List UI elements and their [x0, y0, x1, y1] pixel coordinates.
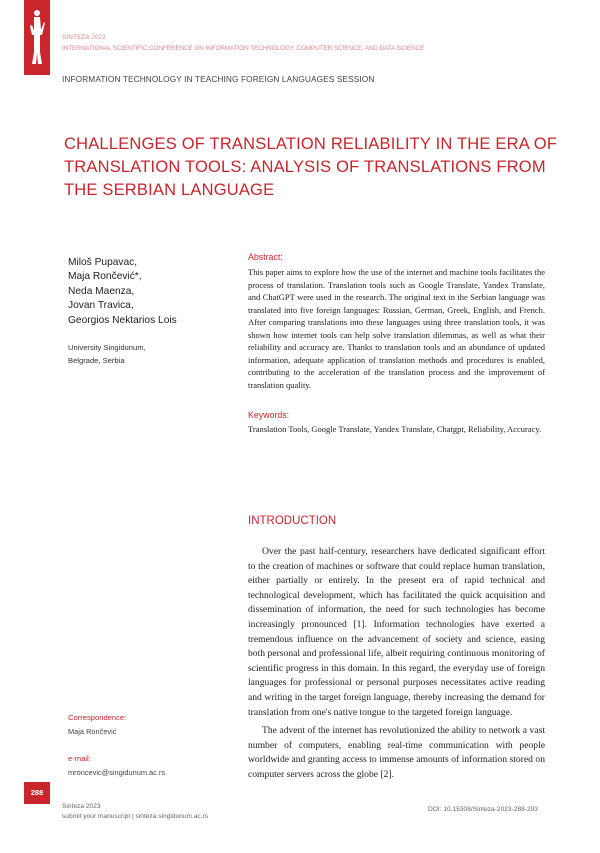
- author: Jovan Travica,: [68, 300, 134, 312]
- author: Neda Maenza,: [68, 285, 135, 297]
- paragraph: Over the past half-century, researchers have dedicated significant effort to the creation of machines or software that could replace human translation, either partially or entirely. In the present era of rapid technical and technological development, which has facilitated the quick acquisition and dissemination of information, the need for such technologies has become increasingly pronounced [1]. Information technologies have exerted a tremendous influence on the advancement of society and science, easing both personal and professional life, albeit requiring continuous monitoring of scientific progress in this domain. In this regard, the everyday use of foreign languages for professional or personal purposes necessitates active reading and writing in the target foreign language, thereby increasing the demand for translation from one's native tongue to the targeted foreign language.: [248, 546, 545, 718]
- keywords-label: Keywords:: [248, 410, 290, 420]
- author-list: [68, 256, 177, 328]
- affiliation-line: University Singidunum,: [68, 343, 146, 352]
- footer-journal: Sinteza 2023: [62, 803, 101, 810]
- title-line: TRANSLATION TOOLS: ANALYSIS OF TRANSLATIONS FROM: [64, 158, 546, 176]
- conference-short-name: SINTEZA 2023: [62, 34, 106, 41]
- title-line: CHALLENGES OF TRANSLATION RELIABILITY IN THE ERA OF: [64, 135, 558, 153]
- footer-left: [62, 802, 208, 822]
- statue-icon: [27, 8, 47, 68]
- session-name: INFORMATION TECHNOLOGY IN TEACHING FOREIGN LANGUAGES SESSION: [62, 74, 375, 84]
- correspondence-name: Maja Rončević: [68, 727, 117, 736]
- conference-logo: [24, 0, 50, 75]
- side-bar: [0, 0, 50, 853]
- affiliation: [68, 342, 146, 367]
- author: Miloš Pupavac,: [68, 257, 138, 268]
- paper-title: [64, 133, 564, 202]
- title-line: THE SERBIAN LANGUAGE: [64, 181, 275, 199]
- author: Maja Rončević*,: [68, 271, 142, 283]
- abstract-text: This paper aims to explore how the use of the internet and machine tools facilitates the process of translation. Translation tools such as Google Translate, Yandex Translate, and ChatGPT were used in the research. The original text in the Serbian language was translated into five foreign languages: Russian, German, Greek, English, and French. After comparing translations into these languages using three translation tools, it was shown how internet tools can help solve translation dilemmas, as well as what their reliability and accuracy are. Thanks to translation tools and an abundance of updated information, adequate application of translation methods and procedures is enabled, contributing to the acceleration of the translation process and the improvement of translation quality.: [248, 267, 545, 390]
- email-label: e-mail:: [68, 754, 91, 763]
- author: Georgios Nektarios Lois: [68, 314, 177, 326]
- conference-full-name: INTERNATIONAL SCIENTIFIC CONFERENCE ON INFORMATION TECHNOLOGY, COMPUTER SCIENCE, AND DATA SCIENCE: [62, 45, 425, 52]
- affiliation-line: Belgrade, Serbia: [68, 355, 125, 365]
- footer-submit-link[interactable]: submit your manuscript | sinteza.singidunum.ac.rs: [62, 813, 209, 820]
- email-link[interactable]: mroncevic@singidunum.ac.rs: [68, 768, 166, 777]
- abstract-label: Abstract:: [248, 252, 283, 262]
- page-number: 288: [24, 782, 50, 804]
- correspondence-label: Correspondence:: [68, 713, 127, 722]
- keywords-text: Translation Tools, Google Translate, Yandex Translate, Chatgpt, Reliability, Accuracy.: [248, 424, 542, 434]
- paragraph: The advent of the internet has revolutionized the ability to network a vast number of computers, enabling real-time communication with people worldwide and granting access to immense amounts of information stored on computer servers across the globe [2].: [248, 725, 545, 780]
- introduction-heading: INTRODUCTION: [248, 515, 337, 527]
- introduction-body: [248, 545, 545, 783]
- footer-doi[interactable]: DOI: 10.15308/Sinteza-2023-288-293: [428, 806, 538, 813]
